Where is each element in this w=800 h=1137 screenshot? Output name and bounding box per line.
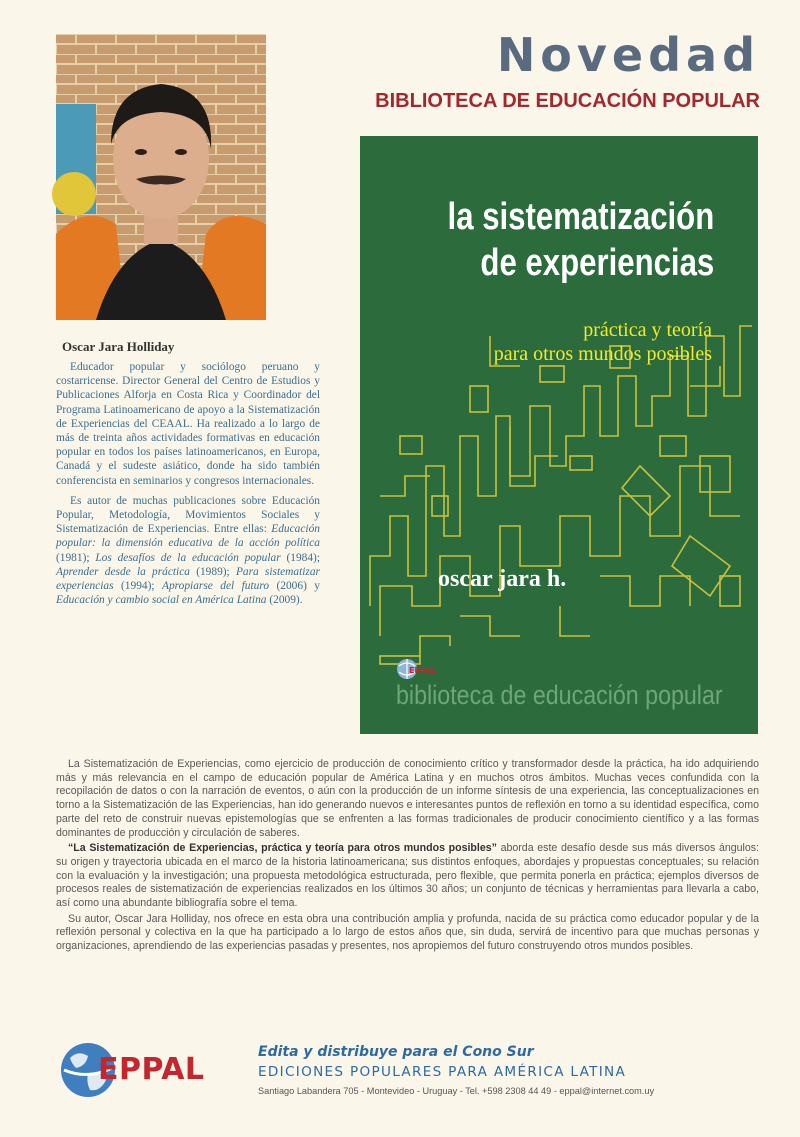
author-photo — [56, 34, 266, 320]
bio-text: Es autor de muchas publicaciones sobre Educación Popular, Metodología, Movimientos Sociales y Sistematización de Experiencias. Entre ellas: — [56, 494, 320, 536]
bio-book-title: Educación popular: la dimensión educativa de la acción política — [56, 523, 320, 550]
footer-logo-text: EPPAL — [98, 1052, 205, 1087]
bio-book-title: Aprender desde la práctica — [56, 565, 190, 578]
book-subtitle-line: práctica y teoría — [583, 319, 712, 341]
footer-contact: Santiago Labandera 705 - Montevideo - Uruguay - Tel. +598 2308 44 49 - eppal@internet.com.uy — [258, 1086, 655, 1096]
book-author: oscar jara h. — [438, 566, 567, 592]
book-description — [56, 758, 759, 956]
bio-text: (1981); — [56, 551, 96, 564]
book-cover — [360, 136, 758, 734]
bio-text: (2006) y — [269, 580, 320, 593]
bio-book-title: Para sistematizar experiencias — [56, 565, 320, 593]
author-bio — [56, 360, 320, 613]
book-logo-text: EPPAL — [409, 666, 437, 675]
globe-logo-icon — [396, 656, 437, 682]
book-subtitle — [494, 318, 712, 366]
header-title: Novedad — [496, 28, 760, 82]
description-paragraph-2 — [56, 842, 759, 911]
bio-text: (1989); — [189, 565, 236, 578]
book-title-line: de experiencias — [480, 242, 714, 284]
bio-text: (1984); — [280, 551, 320, 564]
eppal-logo — [58, 1040, 218, 1100]
bio-book-title: Apropiarse del futuro — [161, 580, 270, 593]
bio-book-title: Educación y cambio social en América Latina — [56, 594, 267, 607]
book-title — [447, 194, 714, 286]
description-paragraph-3: Su autor, Oscar Jara Holliday, nos ofrece en esta obra una contribución amplia y profunda, nacida de su práctica como educador popular y de la reflexión personal y colectiva en la que ha participado a lo largo de estos años que, sin duda, servirá de incentivo para que muchas personas y organizaciones, aprendiendo de las experiencias pasadas y presentes, nos apropiemos del futuro construyendo otros mundos posibles. — [56, 912, 759, 953]
description-text: aborda este desafío desde sus más diversos ángulos: su origen y trayectoria ubicada en el marco de la historia latinoamericana; sus distintos enfoques, abordajes y propuestas conceptuales; su relación con la evaluación y la investigación; una propuesta metodológica estructurada, pero flexible, que permita ponerla en práctica; ejemplos diversos de procesos reales de sistematización de experiencias realizados en los últimos 30 años; un conjunto de técnicas y herramientas para llevarla a cabo, así como una abundante bibliografía sobre el tema. — [56, 842, 759, 910]
book-series: biblioteca de educación popular — [396, 680, 723, 710]
author-name: Oscar Jara Holliday — [62, 339, 175, 354]
book-title-line: la sistematización — [447, 196, 714, 238]
bio-text: (2009). — [266, 594, 303, 607]
description-book-title: “La Sistematización de Experiencias, práctica y teoría para otros mundos posibles” — [68, 842, 497, 855]
bio-paragraph-2 — [56, 494, 320, 608]
bio-book-title: Los desafíos de la educación popular — [95, 551, 281, 564]
footer-publisher: EDICIONES POPULARES PARA AMÉRICA LATINA — [258, 1064, 627, 1080]
description-paragraph-1: La Sistematización de Experiencias, como ejercicio de producción de conocimiento crítico y transformador desde la práctica, ha ido adquiriendo más y más relevancia en el campo de educación popular de América Latina y en muchos otros ámbitos. Muchas veces confundida con la recopilación de datos o con la narración de eventos, o aún con la producción de un informe síntesis de una experiencia, las conceptualizaciones en torno a la Sistematización de las Experiencias, han ido generando nuevos e interesantes puntos de reflexión en torno a su identidad específica, como parte del reto de construir nuevas epistemologías que se enfrenten a las formas tradicionales de producir conocimiento científico y a las formas dominantes de producción y circulación de saberes. — [56, 758, 759, 839]
header-subtitle: BIBLIOTECA DE EDUCACIÓN POPULAR — [375, 90, 760, 112]
footer-distributor: Edita y distribuye para el Cono Sur — [258, 1044, 534, 1060]
bio-paragraph-1: Educador popular y sociólogo peruano y costarricense. Director General del Centro de Estudios y Publicaciones Alforja en Costa Rica y Coordinador del Programa Latinoamericano de apoyo a la Sistematización de Experiencias del CEAAL. Ha realizado a lo largo de más de treinta años actividades formativas en educación popular en todos los países latinoamericanos, en Europa, Canadá y el sudeste asiático, donde ha sido también conferencista en seminarios y congresos internacionales. — [56, 361, 320, 487]
bio-text: (1994); — [113, 580, 162, 593]
book-subtitle-line: para otros mundos posibles — [493, 343, 712, 365]
